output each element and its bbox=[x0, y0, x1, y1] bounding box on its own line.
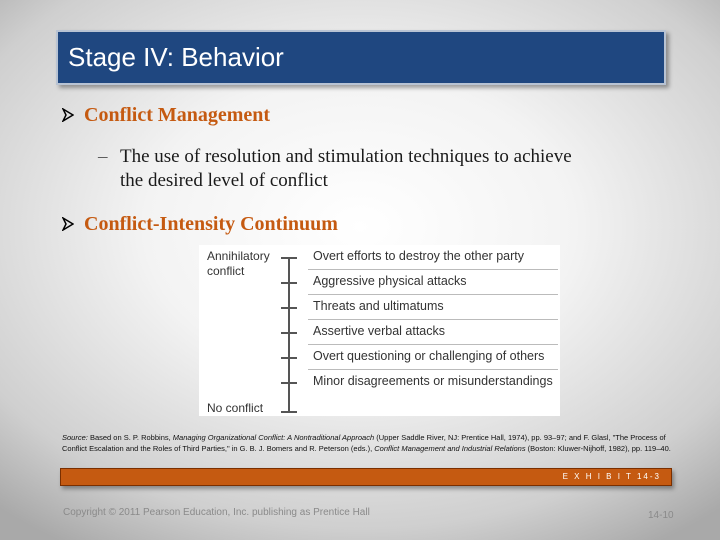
scale-tick bbox=[281, 332, 297, 334]
scale-tick bbox=[281, 382, 297, 384]
scale-tick bbox=[281, 307, 297, 309]
continuum-item: Threats and ultimatums bbox=[313, 299, 444, 313]
arrow-bullet-icon bbox=[62, 108, 74, 122]
item-divider bbox=[308, 344, 558, 345]
continuum-item: Overt efforts to destroy the other party bbox=[313, 249, 524, 263]
source-text: (Boston: Kluwer-Nijhoff, 1982), pp. 119–40. bbox=[525, 444, 671, 453]
continuum-item: Minor disagreements or misunderstandings bbox=[313, 374, 553, 388]
source-intro: Source: bbox=[62, 433, 88, 442]
arrow-bullet-icon bbox=[62, 217, 74, 231]
source-book-title: Managing Organizational Conflict: A Nontraditional Approach bbox=[172, 433, 375, 442]
continuum-item: Overt questioning or challenging of others bbox=[313, 349, 545, 363]
annihilatory-label: Annihilatory conflict bbox=[207, 249, 270, 278]
continuum-item: Assertive verbal attacks bbox=[313, 324, 445, 338]
bullet-label: Conflict-Intensity Continuum bbox=[84, 213, 338, 235]
dash-icon: – bbox=[98, 146, 108, 167]
source-citation bbox=[62, 432, 672, 454]
no-conflict-label: No conflict bbox=[207, 401, 264, 415]
exhibit-bar bbox=[60, 468, 672, 486]
item-divider bbox=[308, 369, 558, 370]
sub-bullet-line1: The use of resolution and stimulation techniques to achieve bbox=[120, 146, 572, 167]
copyright-footer: Copyright © 2011 Pearson Education, Inc. publishing as Prentice Hall bbox=[63, 507, 370, 518]
page-number: 14-10 bbox=[648, 510, 674, 521]
slide-title: Stage IV: Behavior bbox=[68, 42, 284, 72]
bullet-label: Conflict Management bbox=[84, 104, 271, 126]
scale-tick bbox=[281, 411, 297, 413]
bullet-conflict-management bbox=[62, 104, 270, 127]
scale-tick bbox=[281, 357, 297, 359]
item-divider bbox=[308, 294, 558, 295]
source-text: Based on S. P. Robbins, bbox=[87, 433, 173, 442]
bullet-continuum bbox=[62, 213, 338, 236]
sub-bullet bbox=[98, 145, 658, 193]
title-bar bbox=[56, 30, 666, 85]
exhibit-number: E X H I B I T 14-3 bbox=[562, 472, 661, 481]
item-divider bbox=[308, 269, 558, 270]
scale-tick bbox=[281, 282, 297, 284]
source-text: (Upper Saddle River, NJ: Prentice Hall, 1974), pp. 93–97; and F. Glasl, "The Process of Conflict Escalation and the Roles of Third Parties," in G. B. J. Bomers and R. Peterson (eds.), bbox=[62, 433, 666, 453]
intensity-scale-line bbox=[288, 257, 290, 413]
scale-tick bbox=[281, 257, 297, 259]
sub-bullet-line2: the desired level of conflict bbox=[120, 170, 328, 191]
source-book-title: Conflict Management and Industrial Relations bbox=[374, 444, 526, 453]
continuum-item: Aggressive physical attacks bbox=[313, 274, 467, 288]
continuum-exhibit bbox=[199, 245, 560, 416]
item-divider bbox=[308, 319, 558, 320]
